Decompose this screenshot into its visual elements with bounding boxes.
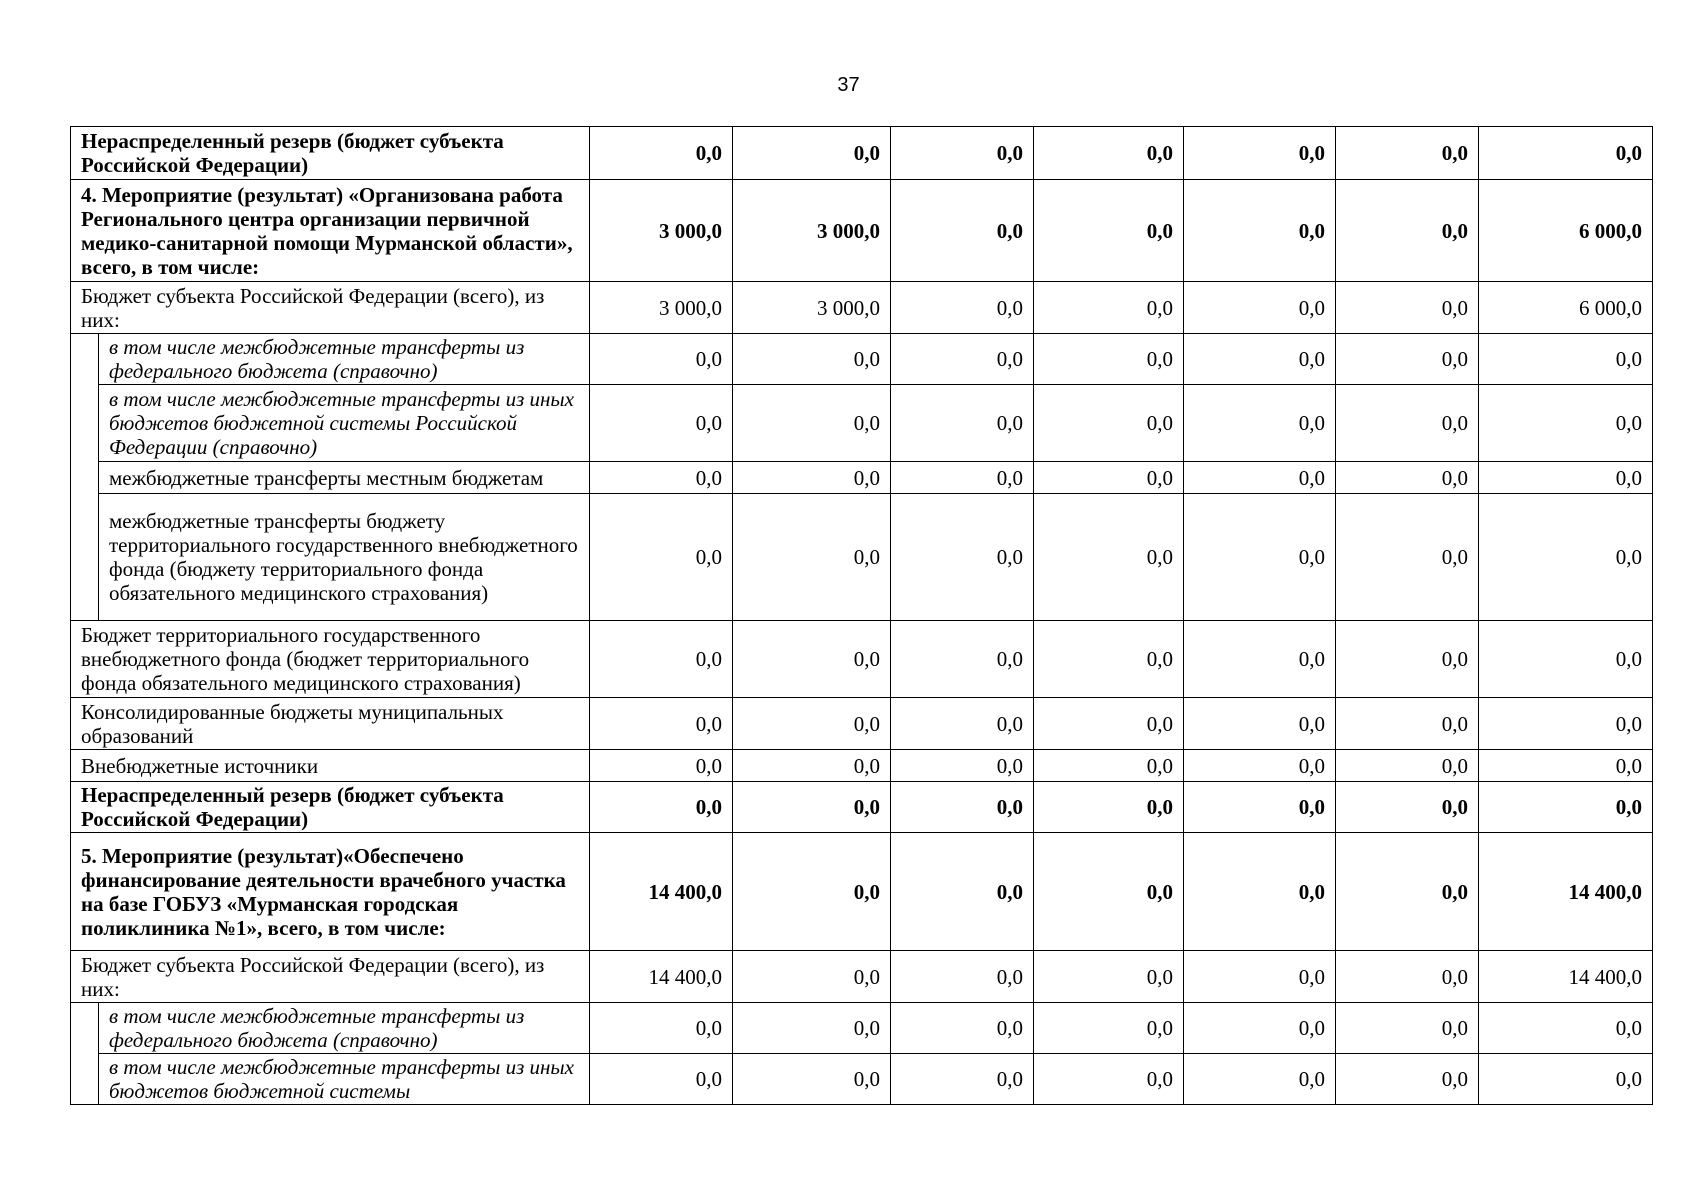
- value-cell: 0,0: [891, 1003, 1034, 1054]
- value-cell: 0,0: [733, 750, 891, 782]
- value-cell: 0,0: [1184, 621, 1336, 698]
- value-cell: 0,0: [1184, 462, 1336, 494]
- value-cell: 0,0: [1336, 782, 1479, 833]
- table-row: [71, 951, 1653, 1003]
- table-body: [71, 127, 1653, 1105]
- value-cell: 0,0: [1034, 494, 1184, 621]
- row-label: 4. Мероприятие (результат) «Организована работа Регионального центра организации первичной медико-санитарной помощи Мурманской области», всего, в том числе:: [71, 180, 590, 282]
- value-cell: 0,0: [1034, 833, 1184, 951]
- value-cell: 0,0: [1479, 621, 1653, 698]
- value-cell: 0,0: [1336, 698, 1479, 750]
- value-cell: 14 400,0: [1479, 833, 1653, 951]
- value-cell: 0,0: [1034, 1054, 1184, 1105]
- value-cell: 0,0: [1336, 180, 1479, 282]
- value-cell: 3 000,0: [733, 180, 891, 282]
- row-label: Бюджет территориального государственного внебюджетного фонда (бюджет территориального фонда обязательного медицинского страхования): [71, 621, 590, 698]
- value-cell: 0,0: [1479, 782, 1653, 833]
- value-cell: 0,0: [590, 1003, 733, 1054]
- value-cell: 14 400,0: [590, 951, 733, 1003]
- value-cell: 0,0: [733, 494, 891, 621]
- value-cell: 0,0: [590, 334, 733, 385]
- row-label: 5. Мероприятие (результат)«Обеспечено финансирование деятельности врачебного участка на базе ГОБУЗ «Мурманская городская поликлиника №1», всего, в том числе:: [71, 833, 590, 951]
- value-cell: 0,0: [1184, 833, 1336, 951]
- value-cell: 0,0: [1336, 951, 1479, 1003]
- value-cell: 0,0: [1034, 1003, 1184, 1054]
- row-label: в том числе межбюджетные трансферты из иных бюджетов бюджетной системы Российской Федерации (справочно): [99, 385, 590, 462]
- value-cell: 0,0: [733, 334, 891, 385]
- table-row: [71, 1003, 1653, 1054]
- table-row: [71, 782, 1653, 833]
- value-cell: 0,0: [1034, 750, 1184, 782]
- value-cell: 0,0: [1479, 698, 1653, 750]
- value-cell: 0,0: [891, 494, 1034, 621]
- value-cell: 0,0: [733, 782, 891, 833]
- page-number: 37: [837, 74, 860, 96]
- value-cell: 0,0: [1184, 385, 1336, 462]
- value-cell: 0,0: [1184, 698, 1336, 750]
- value-cell: 0,0: [733, 621, 891, 698]
- value-cell: 0,0: [1336, 385, 1479, 462]
- row-label: Бюджет субъекта Российской Федерации (всего), из них:: [71, 951, 590, 1003]
- value-cell: 0,0: [1184, 782, 1336, 833]
- table-row: [71, 180, 1653, 282]
- value-cell: 0,0: [1184, 951, 1336, 1003]
- table-row: [71, 385, 1653, 462]
- table-row: [71, 334, 1653, 385]
- value-cell: 0,0: [733, 833, 891, 951]
- value-cell: 0,0: [1479, 385, 1653, 462]
- value-cell: 0,0: [590, 750, 733, 782]
- value-cell: 0,0: [1479, 334, 1653, 385]
- value-cell: 0,0: [590, 385, 733, 462]
- value-cell: 0,0: [1479, 750, 1653, 782]
- value-cell: 0,0: [1184, 282, 1336, 334]
- value-cell: 0,0: [1336, 1003, 1479, 1054]
- value-cell: 0,0: [733, 385, 891, 462]
- value-cell: 6 000,0: [1479, 282, 1653, 334]
- value-cell: 0,0: [733, 1003, 891, 1054]
- value-cell: 0,0: [1184, 494, 1336, 621]
- row-label: в том числе межбюджетные трансферты из федерального бюджета (справочно): [99, 1003, 590, 1054]
- value-cell: 0,0: [891, 698, 1034, 750]
- row-label: межбюджетные трансферты бюджету территориального государственного внебюджетного фонда (бюджету территориального фонда обязательного медицинского страхования): [99, 494, 590, 621]
- value-cell: 0,0: [1034, 282, 1184, 334]
- value-cell: 0,0: [1479, 1003, 1653, 1054]
- value-cell: 0,0: [733, 1054, 891, 1105]
- value-cell: 0,0: [1479, 1054, 1653, 1105]
- table-row: [71, 621, 1653, 698]
- row-label: в том числе межбюджетные трансферты из федерального бюджета (справочно): [99, 334, 590, 385]
- value-cell: 0,0: [1034, 462, 1184, 494]
- value-cell: 0,0: [590, 698, 733, 750]
- value-cell: 0,0: [1336, 750, 1479, 782]
- value-cell: 0,0: [1336, 462, 1479, 494]
- value-cell: 0,0: [1336, 621, 1479, 698]
- value-cell: 0,0: [891, 127, 1034, 180]
- value-cell: 0,0: [1336, 127, 1479, 180]
- value-cell: 0,0: [1184, 1054, 1336, 1105]
- table-row: [71, 1054, 1653, 1105]
- value-cell: 0,0: [1034, 180, 1184, 282]
- value-cell: 3 000,0: [590, 180, 733, 282]
- value-cell: 0,0: [891, 385, 1034, 462]
- value-cell: 0,0: [590, 621, 733, 698]
- value-cell: 0,0: [1034, 127, 1184, 180]
- value-cell: 3 000,0: [733, 282, 891, 334]
- value-cell: 0,0: [891, 462, 1034, 494]
- value-cell: 0,0: [1034, 334, 1184, 385]
- indent-gutter: [71, 334, 99, 621]
- row-label: в том числе межбюджетные трансферты из иных бюджетов бюджетной системы: [99, 1054, 590, 1105]
- value-cell: 0,0: [1034, 951, 1184, 1003]
- indent-gutter: [71, 1003, 99, 1105]
- value-cell: 0,0: [1336, 334, 1479, 385]
- value-cell: 0,0: [891, 334, 1034, 385]
- value-cell: 0,0: [590, 782, 733, 833]
- row-label: межбюджетные трансферты местным бюджетам: [99, 462, 590, 494]
- row-label: Нераспределенный резерв (бюджет субъекта Российской Федерации): [71, 782, 590, 833]
- row-label: Внебюджетные источники: [71, 750, 590, 782]
- value-cell: 0,0: [1034, 621, 1184, 698]
- value-cell: 0,0: [891, 833, 1034, 951]
- value-cell: 0,0: [1479, 462, 1653, 494]
- value-cell: 0,0: [891, 782, 1034, 833]
- table-row: [71, 282, 1653, 334]
- value-cell: 0,0: [1479, 494, 1653, 621]
- value-cell: 0,0: [733, 698, 891, 750]
- value-cell: 0,0: [733, 951, 891, 1003]
- value-cell: 0,0: [1034, 385, 1184, 462]
- value-cell: 0,0: [1184, 334, 1336, 385]
- table-row: [71, 462, 1653, 494]
- table-row: [71, 127, 1653, 180]
- value-cell: 14 400,0: [590, 833, 733, 951]
- row-label: Консолидированные бюджеты муниципальных образований: [71, 698, 590, 750]
- value-cell: 0,0: [1184, 180, 1336, 282]
- value-cell: 0,0: [1034, 782, 1184, 833]
- value-cell: 3 000,0: [590, 282, 733, 334]
- value-cell: 0,0: [1336, 282, 1479, 334]
- budget-table: [70, 126, 1653, 1105]
- value-cell: 0,0: [891, 621, 1034, 698]
- table-row: [71, 698, 1653, 750]
- value-cell: 0,0: [733, 462, 891, 494]
- row-label: Нераспределенный резерв (бюджет субъекта Российской Федерации): [71, 127, 590, 180]
- value-cell: 6 000,0: [1479, 180, 1653, 282]
- value-cell: 0,0: [1184, 127, 1336, 180]
- table-row: [71, 833, 1653, 951]
- value-cell: 0,0: [891, 1054, 1034, 1105]
- table-row: [71, 750, 1653, 782]
- value-cell: 0,0: [590, 1054, 733, 1105]
- value-cell: 0,0: [1336, 1054, 1479, 1105]
- value-cell: 14 400,0: [1479, 951, 1653, 1003]
- value-cell: 0,0: [1034, 698, 1184, 750]
- value-cell: 0,0: [891, 750, 1034, 782]
- value-cell: 0,0: [733, 127, 891, 180]
- value-cell: 0,0: [891, 282, 1034, 334]
- value-cell: 0,0: [1184, 1003, 1336, 1054]
- value-cell: 0,0: [590, 494, 733, 621]
- value-cell: 0,0: [1336, 833, 1479, 951]
- value-cell: 0,0: [1336, 494, 1479, 621]
- value-cell: 0,0: [891, 180, 1034, 282]
- table-row: [71, 494, 1653, 621]
- value-cell: 0,0: [1184, 750, 1336, 782]
- value-cell: 0,0: [891, 951, 1034, 1003]
- value-cell: 0,0: [590, 127, 733, 180]
- value-cell: 0,0: [590, 462, 733, 494]
- row-label: Бюджет субъекта Российской Федерации (всего), из них:: [71, 282, 590, 334]
- value-cell: 0,0: [1479, 127, 1653, 180]
